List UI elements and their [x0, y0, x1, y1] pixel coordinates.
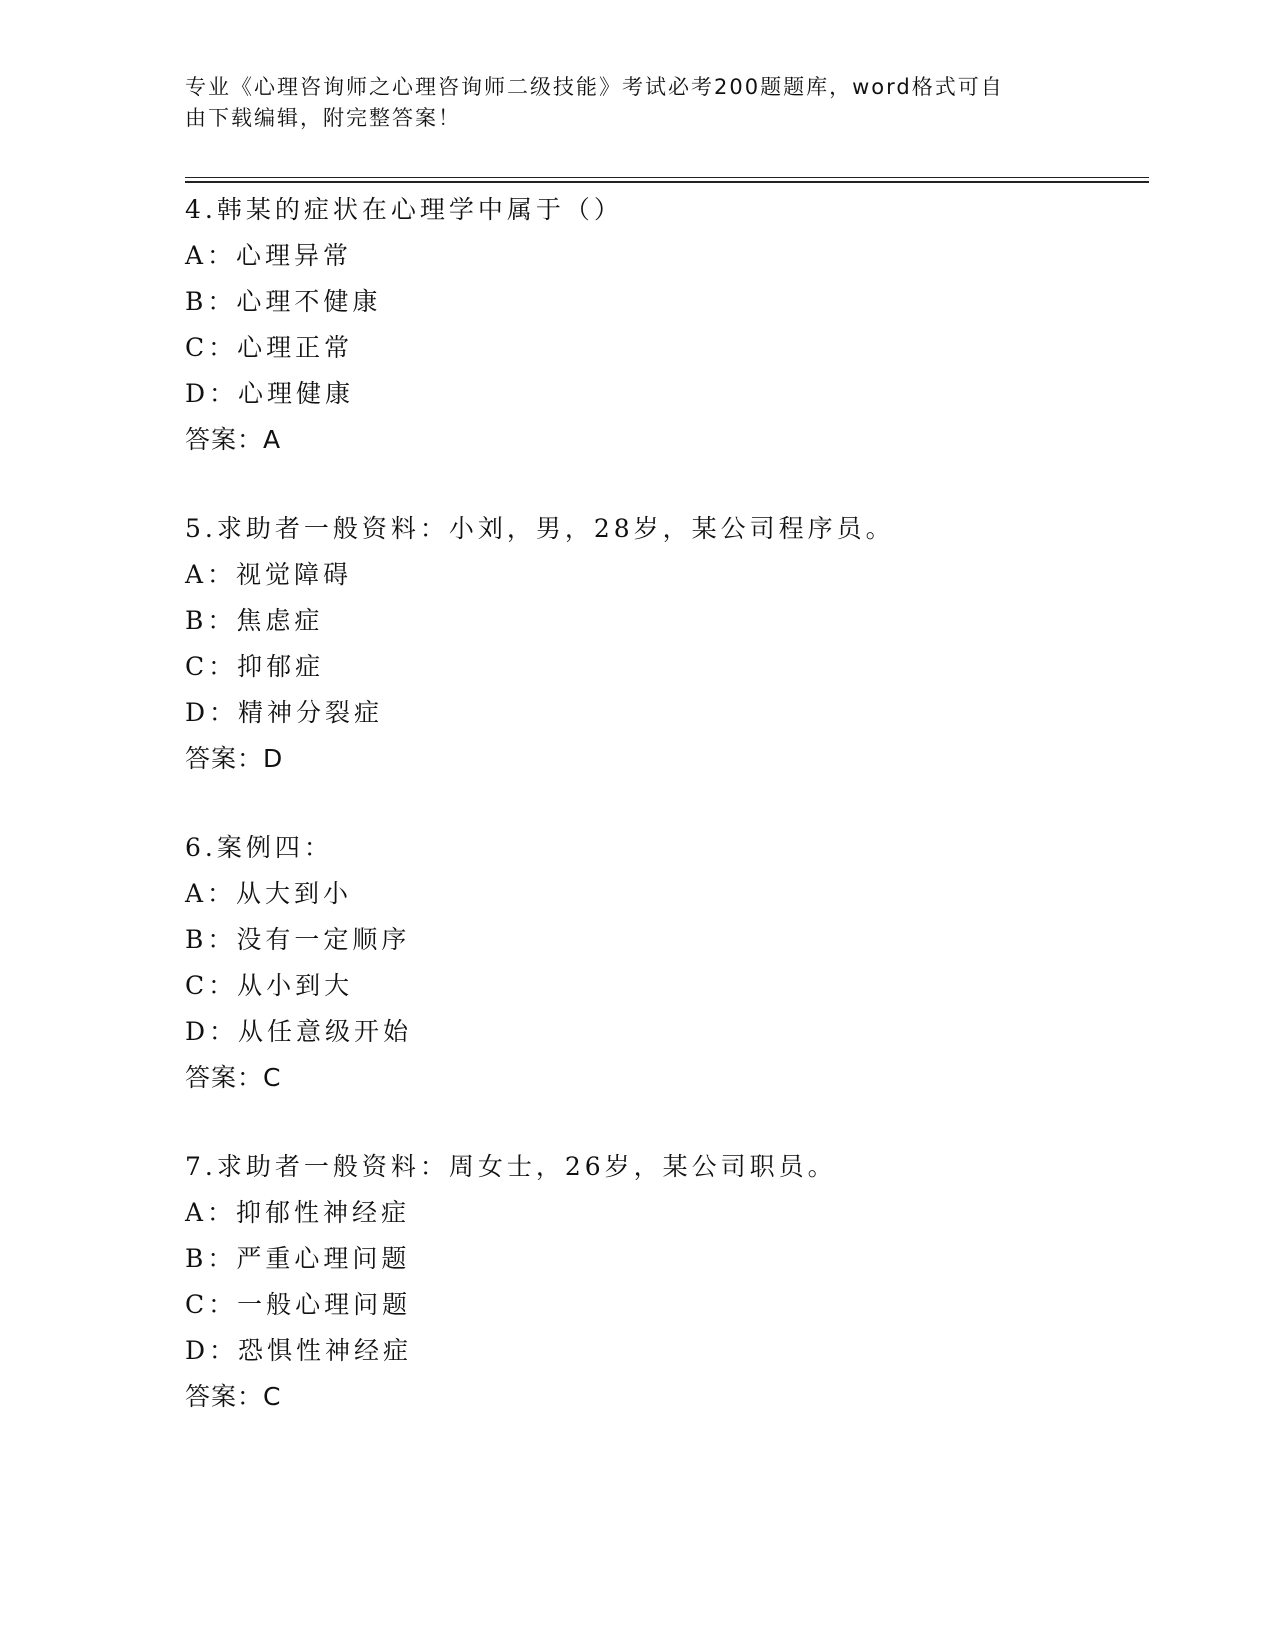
option-b: B：心理不健康 — [185, 287, 382, 316]
option-b: B：焦虑症 — [185, 606, 324, 635]
option-c: C：一般心理问题 — [185, 1290, 412, 1319]
answer: 答案：A — [185, 425, 282, 454]
option-a: A：心理异常 — [185, 241, 353, 270]
answer: 答案：C — [185, 1382, 282, 1411]
option-b: B：严重心理问题 — [185, 1244, 411, 1273]
question-list — [185, 187, 1145, 1463]
question-6 — [185, 825, 1145, 1101]
question-4 — [185, 187, 1145, 463]
option-c: C：抑郁症 — [185, 652, 325, 681]
question-5 — [185, 506, 1145, 782]
option-c: C：从小到大 — [185, 971, 354, 1000]
question-stem: 4.韩某的症状在心理学中属于（） — [185, 195, 623, 224]
option-d: D：心理健康 — [185, 379, 355, 408]
question-stem: 5.求助者一般资料：小刘，男，28岁，某公司程序员。 — [185, 514, 895, 543]
answer: 答案：C — [185, 1063, 282, 1092]
option-d: D：精神分裂症 — [185, 698, 384, 727]
header-line-2: 由下载编辑，附完整答案！ — [185, 106, 461, 130]
question-stem: 6.案例四： — [185, 833, 333, 862]
header-line-1: 专业《心理咨询师之心理咨询师二级技能》考试必考200题题库，word格式可自 — [185, 75, 1004, 99]
header-rule-bottom — [185, 181, 1149, 183]
answer: 答案：D — [185, 744, 284, 773]
option-b: B：没有一定顺序 — [185, 925, 411, 954]
option-a: A：从大到小 — [185, 879, 353, 908]
question-stem: 7.求助者一般资料：周女士，26岁，某公司职员。 — [185, 1152, 837, 1181]
option-c: C：心理正常 — [185, 333, 354, 362]
option-a: A：抑郁性神经症 — [185, 1198, 411, 1227]
option-a: A：视觉障碍 — [185, 560, 353, 589]
header-rule-top — [185, 177, 1149, 178]
question-7 — [185, 1144, 1145, 1420]
option-d: D：从任意级开始 — [185, 1017, 413, 1046]
option-d: D：恐惧性神经症 — [185, 1336, 413, 1365]
document-header — [185, 72, 1065, 134]
